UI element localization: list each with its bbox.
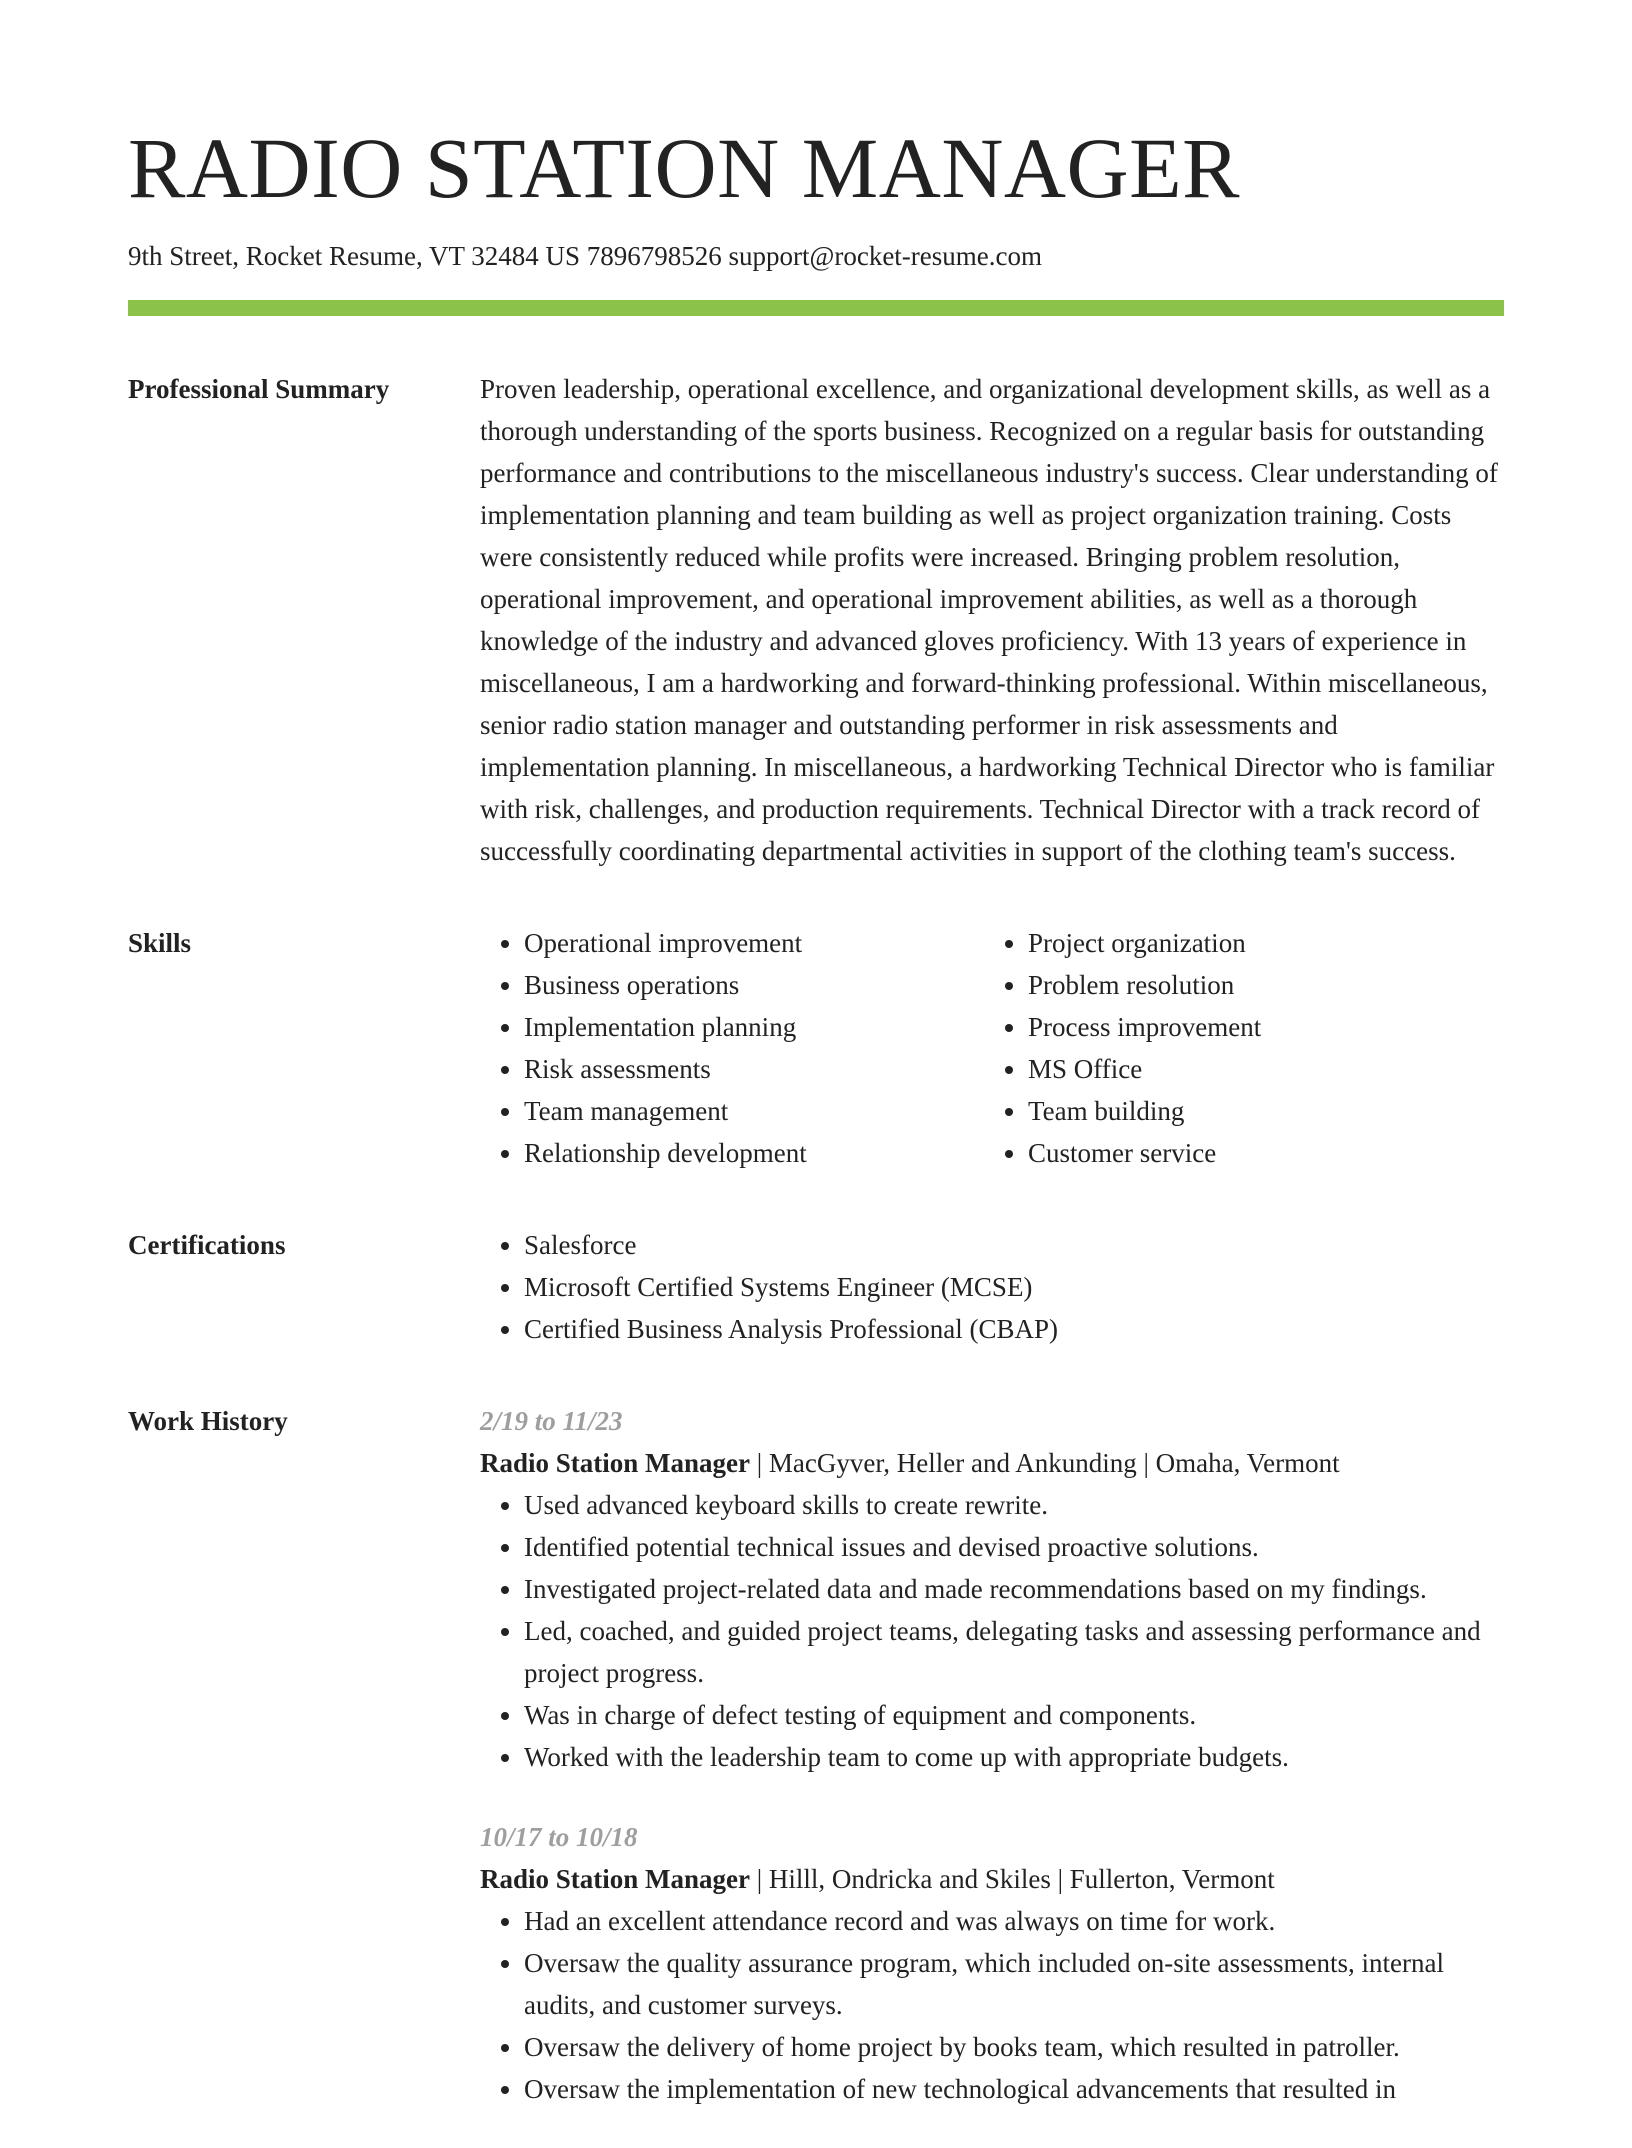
certification-item: • Microsoft Certified Systems Engineer (MCSE) — [524, 1266, 1504, 1308]
resume-title: RADIO STATION MANAGER — [128, 120, 1241, 216]
job-bullet: • Oversaw the implementation of new technological advancements that resulted in — [524, 2068, 1504, 2110]
skills-section — [128, 922, 1504, 1174]
job-bullet: • Identified potential technical issues and devised proactive solutions. — [524, 1526, 1504, 1568]
job-bullet: • Was in charge of defect testing of equipment and components. — [524, 1694, 1504, 1736]
job-title: Radio Station Manager — [480, 1864, 750, 1894]
job-employer-location: | MacGyver, Heller and Ankunding | Omaha, Vermont — [750, 1448, 1340, 1478]
summary-section — [128, 368, 1504, 872]
job-bullet: • Had an excellent attendance record and was always on time for work. — [524, 1900, 1504, 1942]
skill-item: • Implementation planning — [524, 1006, 984, 1048]
certifications-body — [480, 1224, 1504, 1350]
skills-column-left — [480, 922, 984, 1174]
job-entry — [480, 1400, 1504, 1778]
job-bullet: • Investigated project-related data and made recommendations based on my findings. — [524, 1568, 1504, 1610]
summary-label: Professional Summary — [128, 374, 390, 404]
skill-item: • Team building — [1028, 1090, 1488, 1132]
certification-item: • Salesforce — [524, 1224, 1504, 1266]
job-entry — [480, 1816, 1504, 2110]
skill-item: • Operational improvement — [524, 922, 984, 964]
skill-item: • MS Office — [1028, 1048, 1488, 1090]
job-bullet: • Worked with the leadership team to come up with appropriate budgets. — [524, 1736, 1504, 1778]
job-heading — [480, 1442, 1504, 1484]
skills-body — [480, 922, 1504, 1174]
skill-item: • Process improvement — [1028, 1006, 1488, 1048]
contact-info: 9th Street, Rocket Resume, VT 32484 US 7896798526 support@rocket-resume.com — [128, 241, 1042, 271]
skill-item: • Relationship development — [524, 1132, 984, 1174]
skill-item: • Team management — [524, 1090, 984, 1132]
summary-text: Proven leadership, operational excellence, and organizational development skills, as well as a thorough understanding of the sports business. Recognized on a regular basis for outstanding performance and contributions to the miscellaneous industry's success. Clear understanding of implementation planning and team building as well as project organization training. Costs were consistently reduced while profits were increased. Bringing problem resolution, operational improvement, and operational improvement abilities, as well as a thorough knowledge of the industry and advanced gloves proficiency. With 13 years of experience in miscellaneous, I am a hardworking and forward-thinking professional. Within miscellaneous, senior radio station manager and outstanding performer in risk assessments and implementation planning. In miscellaneous, a hardworking Technical Director who is familiar with risk, challenges, and production requirements. Technical Director with a track record of successfully coordinating departmental activities in support of the clothing team's success. — [480, 374, 1498, 866]
skill-item: • Project organization — [1028, 922, 1488, 964]
job-bullet: • Oversaw the quality assurance program, which included on-site assessments, internal audits, and customer surveys. — [524, 1942, 1504, 2026]
skill-item: • Business operations — [524, 964, 984, 1006]
skill-item: • Risk assessments — [524, 1048, 984, 1090]
certification-item: • Certified Business Analysis Professional (CBAP) — [524, 1308, 1504, 1350]
job-dates: 10/17 to 10/18 — [480, 1822, 638, 1852]
job-bullet: • Used advanced keyboard skills to create rewrite. — [524, 1484, 1504, 1526]
job-employer-location: | Hilll, Ondricka and Skiles | Fullerton, Vermont — [750, 1864, 1275, 1894]
work-history-body — [480, 1400, 1504, 2148]
skill-item: • Customer service — [1028, 1132, 1488, 1174]
job-bullet: • Oversaw the delivery of home project by books team, which resulted in patroller. — [524, 2026, 1504, 2068]
skills-label: Skills — [128, 928, 192, 958]
summary-body — [480, 368, 1504, 872]
job-heading — [480, 1858, 1504, 1900]
job-title: Radio Station Manager — [480, 1448, 750, 1478]
job-dates: 2/19 to 11/23 — [480, 1406, 623, 1436]
accent-divider — [128, 300, 1504, 316]
skills-column-right — [984, 922, 1488, 1174]
certifications-section — [128, 1224, 1504, 1350]
job-bullet: • Led, coached, and guided project teams, delegating tasks and assessing performance and project progress. — [524, 1610, 1504, 1694]
work-history-section — [128, 1400, 1504, 2148]
resume-page — [128, 0, 1504, 2148]
work-history-label: Work History — [128, 1406, 288, 1436]
certifications-label: Certifications — [128, 1230, 286, 1260]
skill-item: • Problem resolution — [1028, 964, 1488, 1006]
